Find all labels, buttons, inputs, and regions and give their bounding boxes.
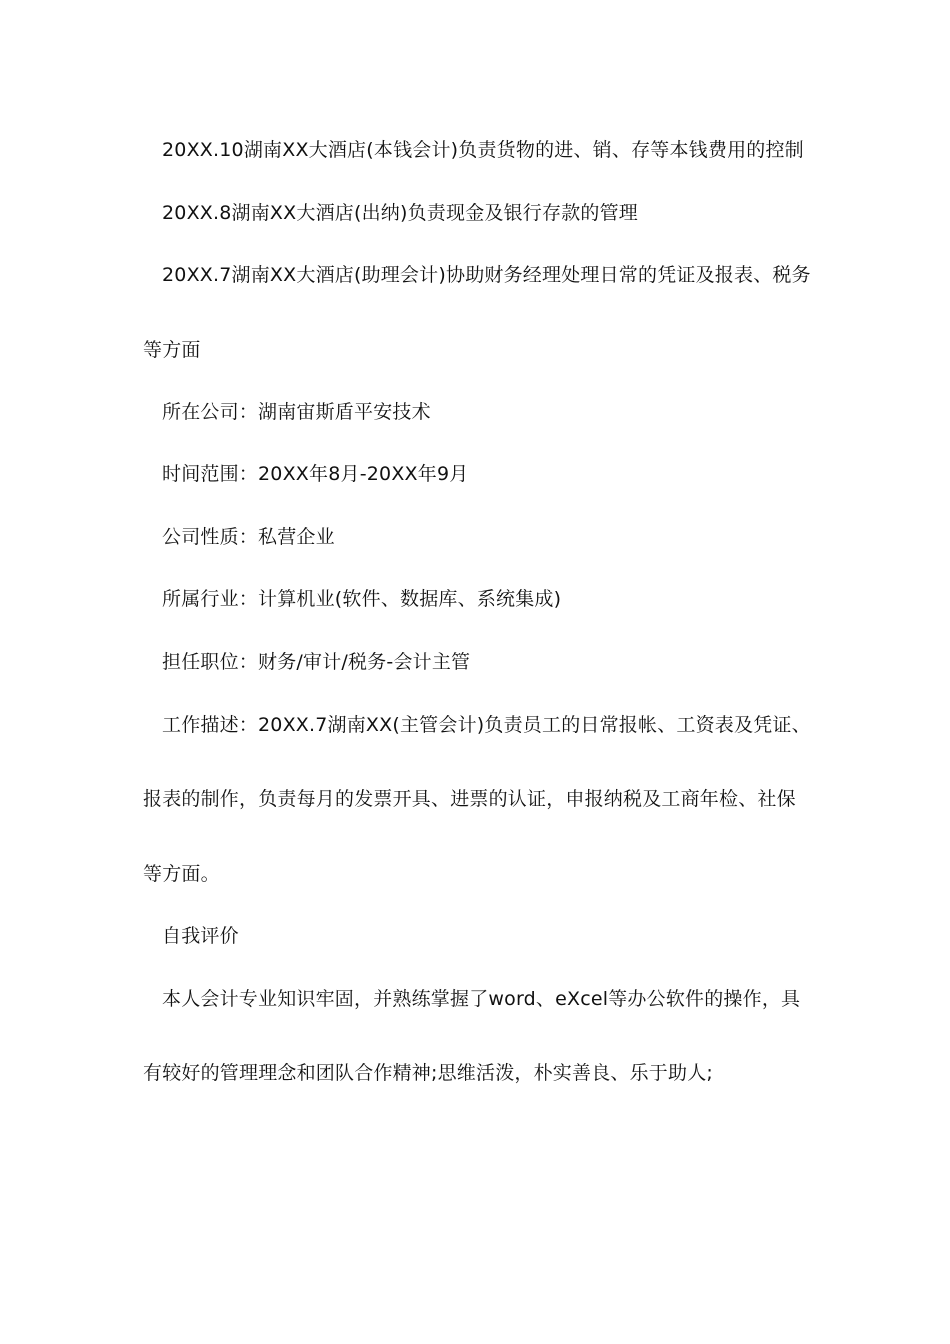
work-history-line-2: 20XX.8湖南XX大酒店(出纳)负责现金及银行存款的管理 [162,202,638,224]
company-type-field: 公司性质：私营企业 [162,526,335,548]
job-description-line-3: 等方面。 [143,863,220,885]
self-evaluation-line-1: 本人会计专业知识牢固，并熟练掌握了word、eXcel等办公软件的操作，具 [162,988,801,1010]
work-history-line-3: 20XX.7湖南XX大酒店(助理会计)协助财务经理处理日常的凭证及报表、税务 [162,264,811,286]
self-evaluation-heading: 自我评价 [162,925,239,947]
company-field: 所在公司：湖南宙斯盾平安技术 [162,401,431,423]
self-evaluation-line-2: 有较好的管理理念和团队合作精神;思维活泼，朴实善良、乐于助人; [143,1062,714,1084]
industry-field: 所属行业：计算机业(软件、数据库、系统集成) [162,588,562,610]
position-field: 担任职位：财务/审计/税务-会计主管 [162,651,471,673]
job-description-line-2: 报表的制作，负责每月的发票开具、进票的认证，申报纳税及工商年检、社保 [143,788,796,810]
work-history-line-3-cont: 等方面 [143,339,201,361]
work-history-line-1: 20XX.10湖南XX大酒店(本钱会计)负责货物的进、销、存等本钱费用的控制 [162,139,804,161]
time-range-field: 时间范围：20XX年8月-20XX年9月 [162,463,469,485]
job-description-line-1: 工作描述：20XX.7湖南XX(主管会计)负责员工的日常报帐、工资表及凭证、 [162,714,811,736]
